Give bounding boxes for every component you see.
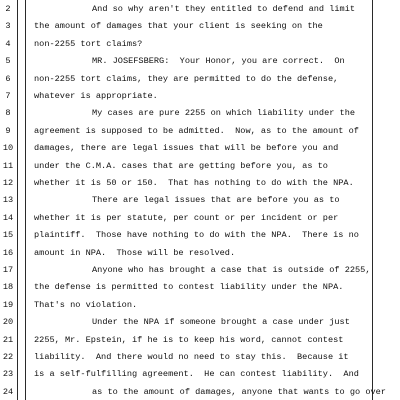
line-number: 17 — [2, 265, 14, 275]
line-number: 13 — [2, 195, 14, 206]
line-text: There are legal issues that are before you as to — [92, 195, 340, 206]
line-text: Under the NPA if someone brought a case under just — [92, 317, 350, 328]
line-text: MR. JOSEFSBERG: Your Honor, you are correct. On — [92, 56, 345, 67]
transcript-line — [0, 387, 400, 400]
line-text: agreement is supposed to be admitted. Now, as to the amount of — [34, 125, 359, 136]
line-text: My cases are pure 2255 on which liability under the — [92, 108, 356, 119]
line-number: 15 — [2, 230, 14, 241]
line-number: 12 — [2, 178, 14, 188]
line-text: plaintiff. Those have nothing to do with the NPA. There is no — [34, 230, 359, 241]
line-number: 20 — [2, 317, 14, 328]
line-number: 22 — [2, 352, 14, 362]
line-number: 18 — [2, 282, 14, 293]
line-number: 8 — [5, 108, 11, 119]
line-text: That's no violation. — [34, 299, 138, 310]
line-text: as to the amount of damages, anyone that wants to go over — [92, 386, 386, 397]
line-text: And so why aren't they entitled to defend and limit — [92, 4, 356, 14]
line-text: the amount of damages that your client is seeking on the — [34, 21, 323, 32]
line-number: 14 — [2, 212, 14, 223]
line-number: 6 — [5, 73, 11, 84]
line-text: under the C.M.A. cases that are getting before you, as to — [34, 160, 328, 171]
line-text: non-2255 tort claims? — [34, 38, 143, 49]
line-text: whatever is appropriate. — [34, 91, 158, 101]
line-text: 2255, Mr. Epstein, if he is to keep his word, cannot contest — [34, 334, 344, 345]
line-number: 16 — [2, 247, 14, 258]
line-text: non-2255 tort claims, they are permitted to do the defense, — [34, 73, 339, 84]
line-text: Anyone who has brought a case that is outside of 2255, — [92, 265, 371, 275]
line-text: liability. And there would no need to stay this. Because it — [34, 352, 349, 362]
line-number: 2 — [5, 4, 11, 14]
line-number: 3 — [5, 21, 11, 32]
line-number: 24 — [2, 386, 14, 397]
line-number: 23 — [2, 369, 14, 380]
line-text: whether it is 50 or 150. That has nothing to do with the NPA. — [34, 178, 354, 188]
line-text: whether it is per statute, per count or per incident or per — [34, 212, 339, 223]
line-number: 19 — [2, 299, 14, 310]
line-number: 10 — [2, 143, 14, 154]
line-number: 7 — [5, 91, 11, 101]
line-text: amount in NPA. Those will be resolved. — [34, 247, 236, 258]
line-number: 4 — [5, 38, 11, 49]
line-number: 21 — [2, 334, 14, 345]
line-text: the defense is permitted to contest liability under the NPA. — [34, 282, 344, 293]
line-number: 5 — [5, 56, 11, 67]
line-number: 11 — [2, 160, 14, 171]
line-text: is a self-fulfilling agreement. He can contest liability. And — [34, 369, 359, 380]
line-number: 9 — [5, 125, 11, 136]
line-text: damages, there are legal issues that will be before you and — [34, 143, 339, 154]
